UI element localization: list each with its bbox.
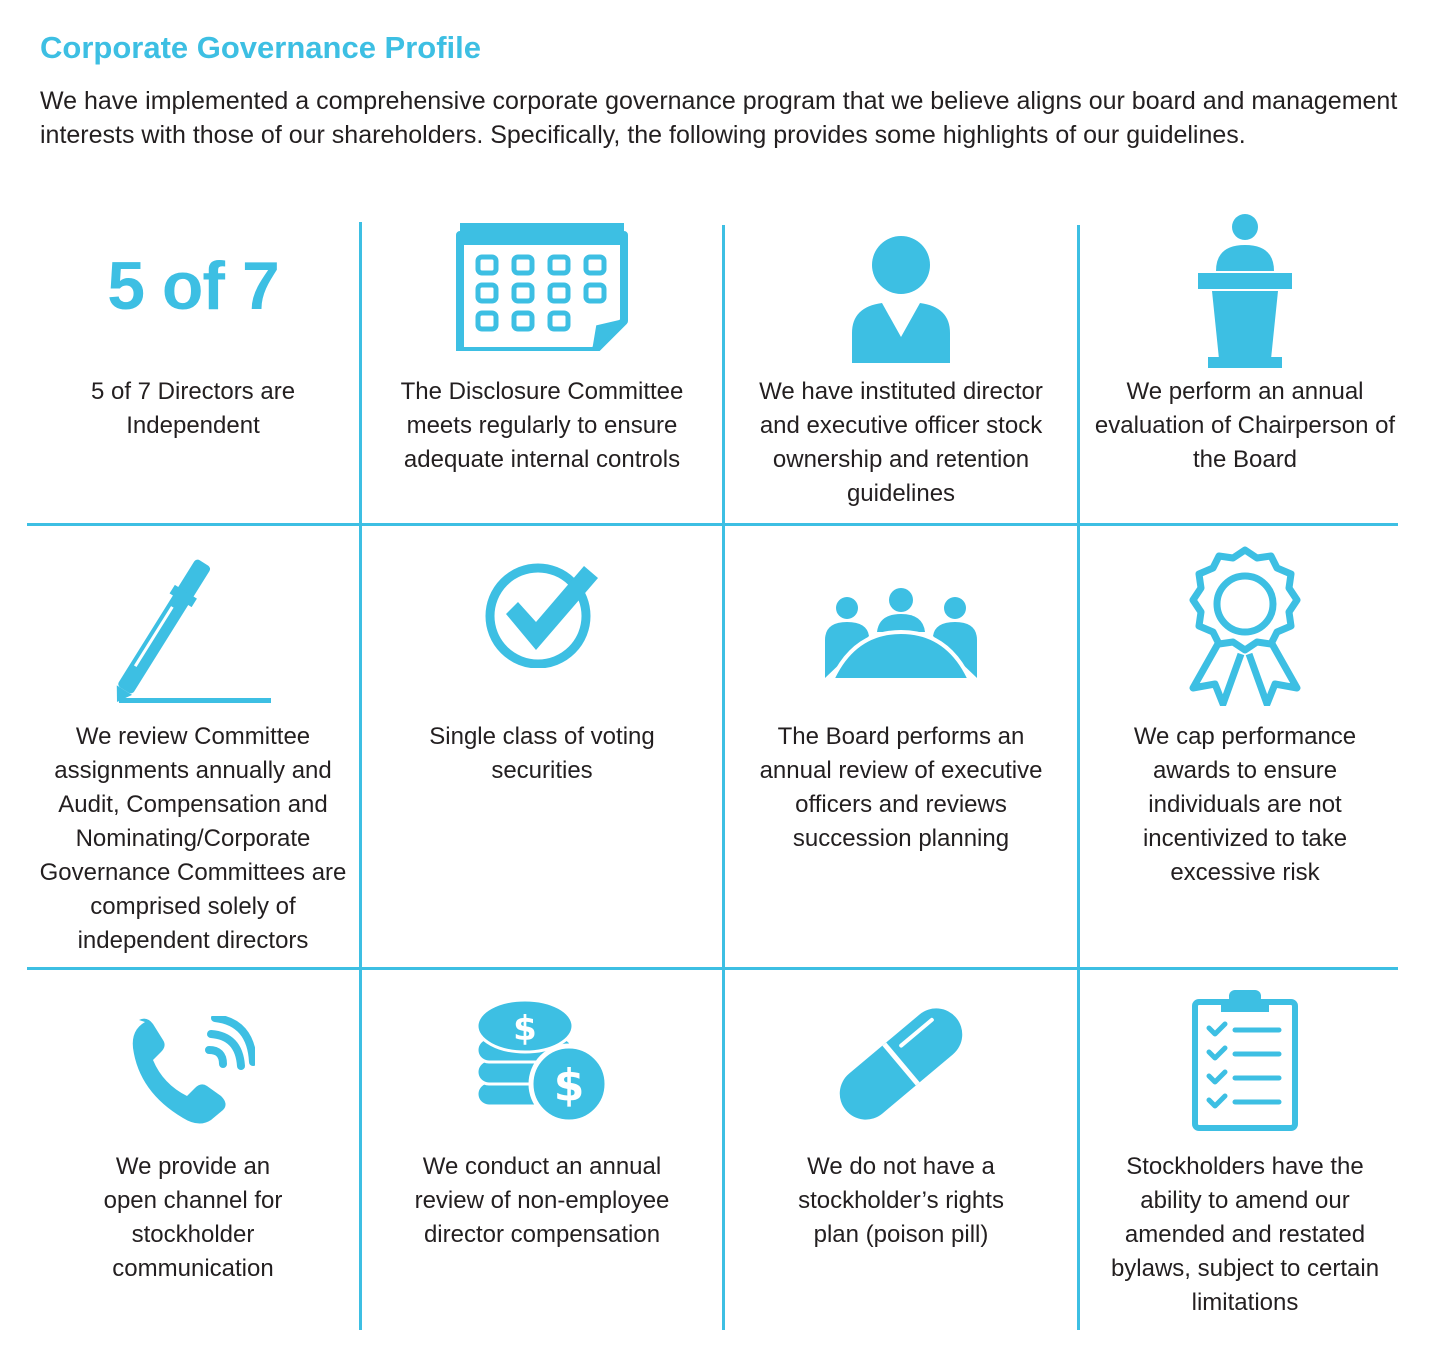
clipboard-checklist-icon <box>1191 988 1299 1132</box>
svg-text:$: $ <box>553 1060 585 1111</box>
highlight-cell-independent-directors <box>27 225 359 523</box>
cell-caption: We cap performance awards to ensure individuals are not incentivized to take excessive risk <box>1133 723 1357 886</box>
highlight-cell-succession-planning <box>725 526 1077 967</box>
svg-text:$: $ <box>513 1009 537 1049</box>
highlight-cell-amend-bylaws <box>1080 970 1410 1330</box>
award-ribbon-icon <box>1185 546 1305 706</box>
stat-text <box>27 247 359 325</box>
independent-directors-stat: 5 of 7 <box>107 248 279 324</box>
page-title: Corporate Governance Profile <box>40 30 482 65</box>
pill-icon <box>839 1004 963 1124</box>
cell-caption: We do not have a stockholder’s rights plan (poison pill) <box>798 1153 1004 1248</box>
person-icon <box>848 235 954 363</box>
highlight-cell-director-compensation <box>362 970 722 1330</box>
highlight-cell-committee-assignments <box>27 526 359 967</box>
podium-icon <box>1198 213 1292 369</box>
cell-caption: 5 of 7 Directors are Independent <box>90 378 296 439</box>
cell-caption: We review Committee assignments annually and Audit, Compensation and Nominating/Corporate Governance Committees are comprised solely of independent directors <box>39 723 347 954</box>
cell-caption: We provide an open channel for stockholder communication <box>103 1153 283 1282</box>
coins-icon <box>475 998 609 1124</box>
cell-caption: We conduct an annual review of non-employee director compensation <box>414 1153 670 1248</box>
highlight-cell-stock-ownership <box>725 225 1077 523</box>
highlight-cell-poison-pill <box>725 970 1077 1330</box>
phone-icon <box>131 1016 255 1128</box>
highlight-cell-performance-awards <box>1080 526 1410 967</box>
calendar-icon <box>454 221 630 351</box>
cell-caption: Single class of voting securities <box>429 723 655 784</box>
highlight-cell-disclosure-committee <box>362 225 722 523</box>
pen-icon <box>113 554 273 706</box>
highlight-cell-single-class <box>362 526 722 967</box>
cell-caption: We perform an annual evaluation of Chairperson of the Board <box>1094 378 1396 473</box>
cell-caption: We have instituted director and executive officer stock ownership and retention guidelines <box>759 378 1043 507</box>
checkmark-icon <box>480 562 604 668</box>
cell-caption: The Disclosure Committee meets regularly to ensure adequate internal controls <box>400 378 684 473</box>
meeting-icon <box>823 584 979 678</box>
cell-caption: The Board performs an annual review of executive officers and reviews succession planning <box>759 723 1043 852</box>
cell-caption: Stockholders have the ability to amend our amended and restated bylaws, subject to certain limitations <box>1110 1153 1380 1316</box>
highlight-cell-chairperson-evaluation <box>1080 225 1410 523</box>
highlight-cell-stockholder-communication <box>27 970 359 1330</box>
intro-paragraph: We have implemented a comprehensive corporate governance program that we believe aligns our board and management interests with those of our shareholders. Specifically, the following provides some highlights of our guidelines. <box>40 87 1398 149</box>
